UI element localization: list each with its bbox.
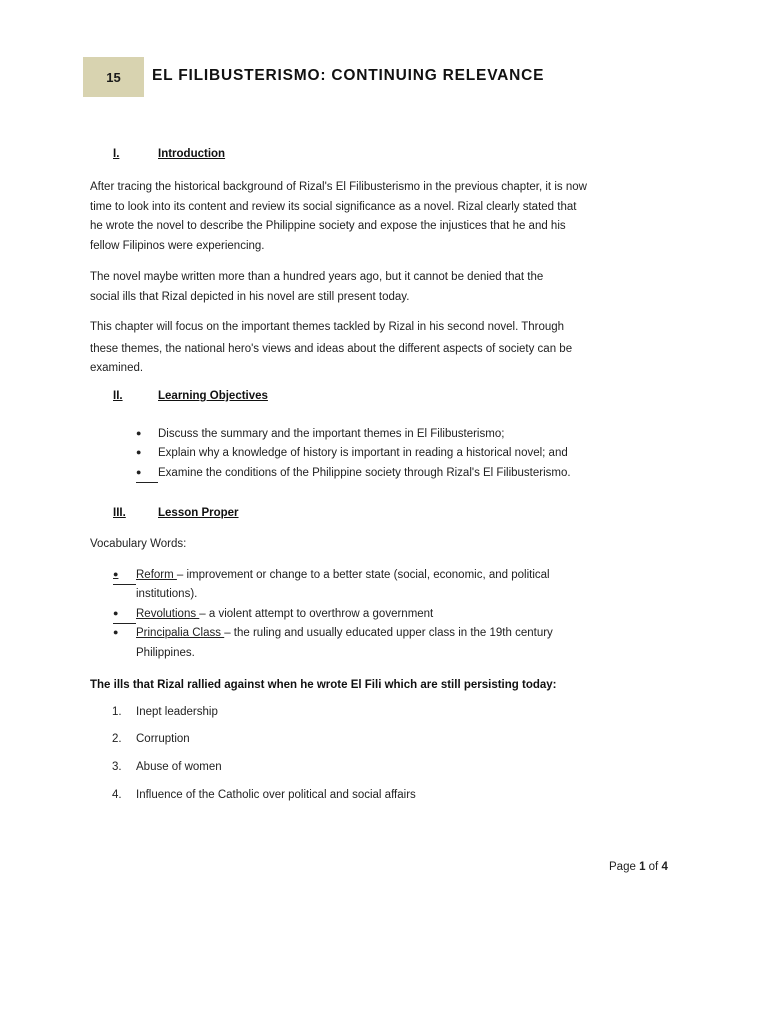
ills-heading: The ills that Rizal rallied against when he wrote El Fili which are still persisting today: xyxy=(90,679,557,691)
bullet-icon: ● xyxy=(113,608,119,618)
bullet-icon: ● xyxy=(136,428,142,438)
vocab-definition-cont: institutions). xyxy=(136,588,198,600)
vocab-item-revolutions xyxy=(113,608,683,624)
vocab-definition: – improvement or change to a better state (social, economic, and political xyxy=(176,569,550,581)
vocab-term: Principalia Class xyxy=(136,627,225,639)
chapter-number: 15 xyxy=(106,69,121,85)
objective-text: Examine the conditions of the Philippine society through Rizal's El Filibusterismo. xyxy=(158,467,571,479)
item-text: Inept leadership xyxy=(136,706,218,718)
section-title: Learning Objectives xyxy=(158,390,268,402)
text-line: After tracing the historical background of Rizal's El Filibusterismo in the previous chapter, it is now xyxy=(90,181,587,193)
vocab-item-reform xyxy=(113,569,683,605)
bullet-icon: ● xyxy=(136,447,142,457)
intro-paragraph-2 xyxy=(90,268,680,307)
intro-paragraph-3 xyxy=(90,318,680,379)
item-number: 4. xyxy=(112,789,122,801)
text-line: examined. xyxy=(90,362,144,375)
vocab-definition: – the ruling and usually educated upper class in the 19th century xyxy=(224,627,553,639)
page-number-footer xyxy=(609,861,668,873)
bullet-icon: ● xyxy=(113,569,119,579)
item-text: Corruption xyxy=(136,733,190,745)
vocab-definition-cont: Philippines. xyxy=(136,647,195,659)
section-title: Lesson Proper xyxy=(158,507,239,519)
of-label: of xyxy=(645,861,662,873)
objective-text: Discuss the summary and the important themes in El Filibusterismo; xyxy=(158,428,505,440)
vocab-term: Reform xyxy=(136,569,177,581)
ill-item xyxy=(112,761,512,777)
bullet-underline xyxy=(113,623,136,624)
bullet-underline xyxy=(136,482,158,483)
section-number: III. xyxy=(113,507,126,519)
item-number: 2. xyxy=(112,733,122,745)
section-heading-introduction xyxy=(113,148,243,164)
bullet-icon: ● xyxy=(136,467,142,477)
page-current: 1 xyxy=(639,861,646,873)
vocabulary-heading: Vocabulary Words: xyxy=(90,538,187,550)
bullet-icon: ● xyxy=(113,627,119,637)
text-line: he wrote the novel to describe the Philippine society and expose the injustices that he and his xyxy=(90,220,566,233)
section-heading-lesson-proper xyxy=(113,507,253,523)
item-text: Abuse of women xyxy=(136,761,222,773)
section-title: Introduction xyxy=(158,148,226,160)
objective-item xyxy=(136,467,696,483)
objective-text: Explain why a knowledge of history is important in reading a historical novel; and xyxy=(158,447,568,459)
text-line: fellow Filipinos were experiencing. xyxy=(90,239,265,252)
item-number: 1. xyxy=(112,706,122,718)
text-line: The novel maybe written more than a hundred years ago, but it cannot be denied that the xyxy=(90,271,544,283)
chapter-number-badge xyxy=(83,57,144,97)
item-text: Influence of the Catholic over political and social affairs xyxy=(136,789,416,801)
vocab-definition: – a violent attempt to overthrow a government xyxy=(199,608,434,620)
chapter-title: EL FILIBUSTERISMO: CONTINUING RELEVANCE xyxy=(152,67,545,84)
objective-item xyxy=(136,428,696,444)
ill-item xyxy=(112,706,512,722)
section-number: II. xyxy=(113,390,123,402)
text-line: This chapter will focus on the important themes tackled by Rizal in his second novel. Through xyxy=(90,321,565,333)
page-label: Page xyxy=(609,861,640,873)
item-number: 3. xyxy=(112,761,122,773)
intro-paragraph-1 xyxy=(90,178,680,256)
section-number: I. xyxy=(113,148,120,160)
page-total: 4 xyxy=(661,861,668,873)
objective-item xyxy=(136,447,696,463)
text-line: these themes, the national hero's views and ideas about the different aspects of society can be xyxy=(90,342,573,355)
ill-item xyxy=(112,789,612,805)
section-heading-learning-objectives xyxy=(113,390,283,406)
text-line: social ills that Rizal depicted in his novel are still present today. xyxy=(90,290,410,303)
bullet-underline xyxy=(113,584,136,585)
text-line: time to look into its content and review its social significance as a novel. Rizal clearly stated that xyxy=(90,200,577,213)
ill-item xyxy=(112,733,512,749)
vocab-term: Revolutions xyxy=(136,608,200,620)
vocab-item-principalia-class xyxy=(113,627,683,663)
